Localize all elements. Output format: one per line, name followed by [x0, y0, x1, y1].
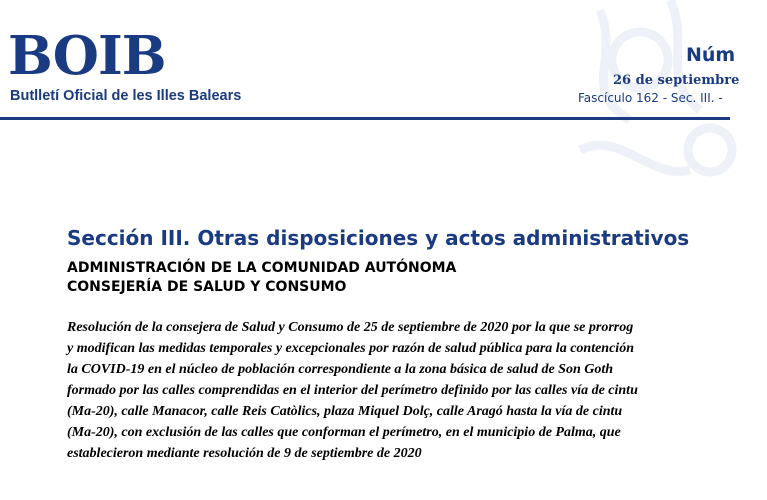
administration-heading: ADMINISTRACIÓN DE LA COMUNIDAD AUTÓNOMA	[67, 260, 457, 276]
resolution-line: establecieron mediante resolución de 9 de septiembre de 2020	[67, 446, 422, 461]
resolution-line: y modifican las medidas temporales y excepcionales por razón de salud pública para la contención	[67, 341, 634, 356]
resolution-line: (Ma-20), calle Manacor, calle Reis Catòlics, plaza Miquel Dolç, calle Aragó hasta la vía de cintu	[67, 404, 623, 419]
issue-number: Núm	[686, 44, 736, 66]
resolution-line: formado por las calles comprendidas en el interior del perímetro definido por las calles vía de cintu	[67, 383, 638, 398]
resolution-line: la COVID-19 en el núcleo de población correspondiente a la zona básica de salud de Son Goth	[67, 362, 614, 377]
header-divider	[0, 117, 730, 120]
department-heading: CONSEJERÍA DE SALUD Y CONSUMO	[67, 279, 347, 295]
bulletin-subtitle: Butlletí Oficial de les Illes Balears	[10, 88, 242, 104]
resolution-text	[67, 317, 767, 464]
issue-date: 26 de septiembre	[613, 73, 740, 88]
section-title: Sección III. Otras disposiciones y actos administrativos	[67, 226, 690, 250]
boib-logo: BOIB	[8, 25, 166, 87]
fascicle-info: Fascículo 162 - Sec. III. -	[578, 91, 723, 105]
resolution-line: (Ma-20), con exclusión de las calles que conforman el perímetro, en el municipio de Palma, que	[67, 425, 621, 440]
resolution-line: Resolución de la consejera de Salud y Consumo de 25 de septiembre de 2020 por la que se prorrog	[67, 320, 634, 335]
